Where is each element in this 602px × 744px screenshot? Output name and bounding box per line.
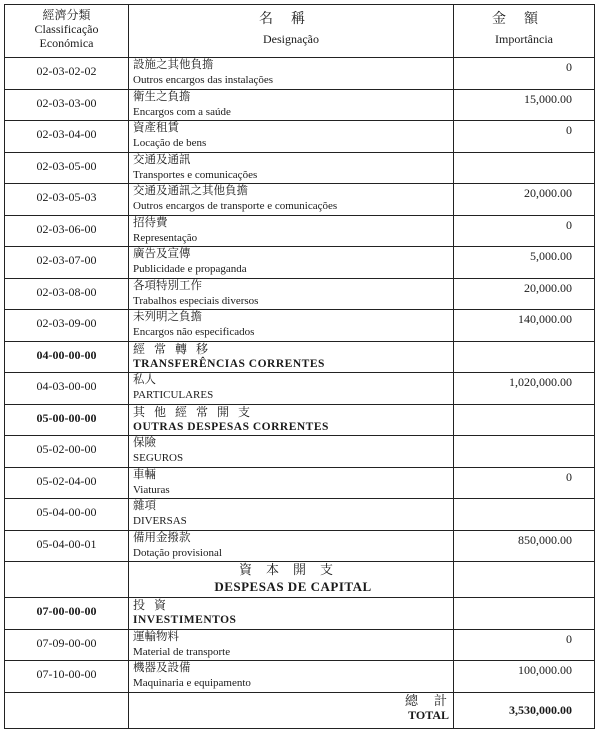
table-row	[5, 184, 595, 216]
row-designation	[129, 530, 454, 562]
section-row	[5, 341, 595, 373]
table-row	[5, 530, 595, 562]
total-label-pt: TOTAL	[408, 707, 449, 722]
capital-designation	[129, 562, 454, 598]
section-designation-zh: 投資	[133, 598, 176, 612]
table-row	[5, 373, 595, 405]
row-designation-zh: 未列明之負擔	[133, 311, 202, 323]
capital-section-row	[5, 562, 595, 598]
total-label	[129, 692, 463, 728]
row-designation-zh: 交通及通訊	[133, 153, 191, 166]
row-designation	[129, 152, 454, 184]
row-designation-pt: DIVERSAS	[133, 515, 187, 527]
header-designation-pt: Designação	[263, 32, 319, 46]
header-designation	[129, 5, 454, 58]
row-designation-pt: Transportes e comunicações	[133, 168, 258, 181]
row-code: 05-04-00-00	[5, 499, 129, 531]
section-amount	[454, 341, 595, 373]
row-designation-pt: Representação	[133, 231, 198, 244]
table-row	[5, 247, 595, 279]
row-designation-zh: 資產租賃	[133, 122, 179, 134]
row-amount: 850,000.00	[454, 530, 595, 562]
row-amount: 100,000.00	[454, 661, 595, 693]
row-designation-pt: Outros encargos de transporte e comunicações	[133, 200, 338, 212]
row-designation-zh: 私人	[133, 374, 156, 386]
header-classification-zh: 經濟分類	[42, 8, 91, 22]
row-designation	[129, 661, 454, 693]
row-amount: 0	[454, 467, 595, 499]
total-code	[5, 692, 129, 728]
header-classification	[5, 5, 129, 58]
row-amount: 140,000.00	[454, 310, 595, 342]
row-designation	[129, 310, 454, 342]
row-designation	[129, 58, 454, 90]
row-designation-zh: 備用金撥款	[133, 531, 191, 544]
row-code: 02-03-05-03	[5, 184, 129, 216]
row-designation-pt: SEGUROS	[133, 452, 184, 464]
row-designation	[129, 278, 454, 310]
table-row	[5, 310, 595, 342]
row-designation-pt: Encargos com a saúde	[133, 105, 231, 118]
section-code: 05-00-00-00	[5, 404, 129, 436]
row-designation-zh: 車輛	[133, 468, 156, 481]
section-designation	[129, 404, 454, 436]
table-row	[5, 278, 595, 310]
table-row	[5, 58, 595, 90]
row-code: 02-03-08-00	[5, 278, 129, 310]
row-designation-pt: PARTICULARES	[133, 389, 214, 401]
row-designation-pt: Encargos não especificados	[133, 326, 255, 338]
capital-designation-pt: DESPESAS DE CAPITAL	[214, 579, 372, 594]
section-designation	[129, 598, 454, 630]
row-amount: 15,000.00	[454, 89, 595, 121]
row-designation	[129, 629, 454, 661]
row-code: 05-04-00-01	[5, 530, 129, 562]
row-designation-pt: Trabalhos especiais diversos	[133, 294, 259, 307]
row-designation	[129, 436, 454, 468]
section-designation-pt: TRANSFERÊNCIAS CORRENTES	[133, 357, 325, 370]
section-amount	[454, 404, 595, 436]
row-designation-zh: 交通及通訊之其他負擔	[133, 185, 248, 197]
total-row	[5, 692, 595, 728]
row-amount: 0	[454, 629, 595, 661]
row-amount	[454, 152, 595, 184]
row-designation-zh: 運輸物料	[133, 630, 179, 643]
table-row	[5, 436, 595, 468]
row-code: 05-02-04-00	[5, 467, 129, 499]
row-designation-pt: Viaturas	[133, 483, 170, 496]
row-designation	[129, 247, 454, 279]
section-code: 07-00-00-00	[5, 598, 129, 630]
header-amount-zh: 金額	[492, 12, 556, 27]
row-designation-pt: Material de transporte	[133, 645, 231, 658]
row-code: 02-03-09-00	[5, 310, 129, 342]
section-designation	[129, 341, 454, 373]
header-amount-pt: Importância	[495, 32, 553, 46]
row-amount: 20,000.00	[454, 278, 595, 310]
row-designation-zh: 衛生之負擔	[133, 90, 191, 103]
section-designation-zh: 其他經常開支	[133, 404, 260, 419]
row-designation-zh: 設施之其他負擔	[133, 59, 214, 71]
table-row	[5, 89, 595, 121]
row-amount: 20,000.00	[454, 184, 595, 216]
section-designation-pt: OUTRAS DESPESAS CORRENTES	[133, 420, 329, 433]
section-amount	[454, 598, 595, 630]
table-row	[5, 661, 595, 693]
section-row	[5, 598, 595, 630]
row-code: 02-03-02-02	[5, 58, 129, 90]
row-amount: 0	[454, 58, 595, 90]
section-code: 04-00-00-00	[5, 341, 129, 373]
budget-table	[4, 4, 595, 729]
row-designation	[129, 89, 454, 121]
table-row	[5, 629, 595, 661]
row-code: 07-09-00-00	[5, 629, 129, 661]
capital-designation-zh: 資本開支	[238, 562, 347, 577]
row-code: 02-03-07-00	[5, 247, 129, 279]
table-row	[5, 215, 595, 247]
row-designation-zh: 保險	[133, 437, 156, 449]
row-designation-pt: Dotação provisional	[133, 546, 222, 559]
row-code: 04-03-00-00	[5, 373, 129, 405]
table-row	[5, 121, 595, 153]
row-designation-zh: 各項特別工作	[133, 279, 202, 292]
row-code: 02-03-06-00	[5, 215, 129, 247]
header-designation-zh: 名稱	[259, 12, 323, 27]
table-row	[5, 499, 595, 531]
row-designation	[129, 467, 454, 499]
row-code: 02-03-05-00	[5, 152, 129, 184]
row-designation	[129, 215, 454, 247]
row-designation-pt: Locação de bens	[133, 137, 207, 149]
row-designation-zh: 雜項	[133, 500, 156, 512]
row-amount	[454, 499, 595, 531]
capital-amount	[454, 562, 595, 598]
row-designation-pt: Maquinaria e equipamento	[133, 677, 251, 689]
row-amount: 1,020,000.00	[454, 373, 595, 405]
section-designation-pt: INVESTIMENTOS	[133, 614, 237, 626]
row-designation-zh: 招待費	[133, 216, 168, 229]
row-designation	[129, 373, 454, 405]
row-amount: 0	[454, 121, 595, 153]
row-designation-pt: Outros encargos das instalações	[133, 74, 274, 86]
section-row	[5, 404, 595, 436]
table-header-row	[5, 5, 595, 58]
header-classification-pt-1: Classificação	[34, 22, 99, 36]
row-designation-pt: Publicidade e propaganda	[133, 263, 247, 275]
row-amount: 0	[454, 215, 595, 247]
row-code: 05-02-00-00	[5, 436, 129, 468]
row-code: 02-03-04-00	[5, 121, 129, 153]
row-code: 02-03-03-00	[5, 89, 129, 121]
header-classification-pt-2: Económica	[39, 36, 94, 50]
row-designation	[129, 121, 454, 153]
table-row	[5, 152, 595, 184]
row-designation-zh: 機器及設備	[133, 662, 191, 674]
row-code: 07-10-00-00	[5, 661, 129, 693]
capital-code	[5, 562, 129, 598]
header-amount	[454, 5, 595, 58]
row-amount	[454, 436, 595, 468]
total-label-zh: 總計	[404, 692, 463, 708]
section-designation-zh: 經常轉移	[133, 341, 218, 356]
row-designation	[129, 184, 454, 216]
total-amount: 3,530,000.00	[454, 692, 595, 728]
row-amount: 5,000.00	[454, 247, 595, 279]
table-row	[5, 467, 595, 499]
row-designation	[129, 499, 454, 531]
row-designation-zh: 廣告及宣傳	[133, 248, 191, 260]
